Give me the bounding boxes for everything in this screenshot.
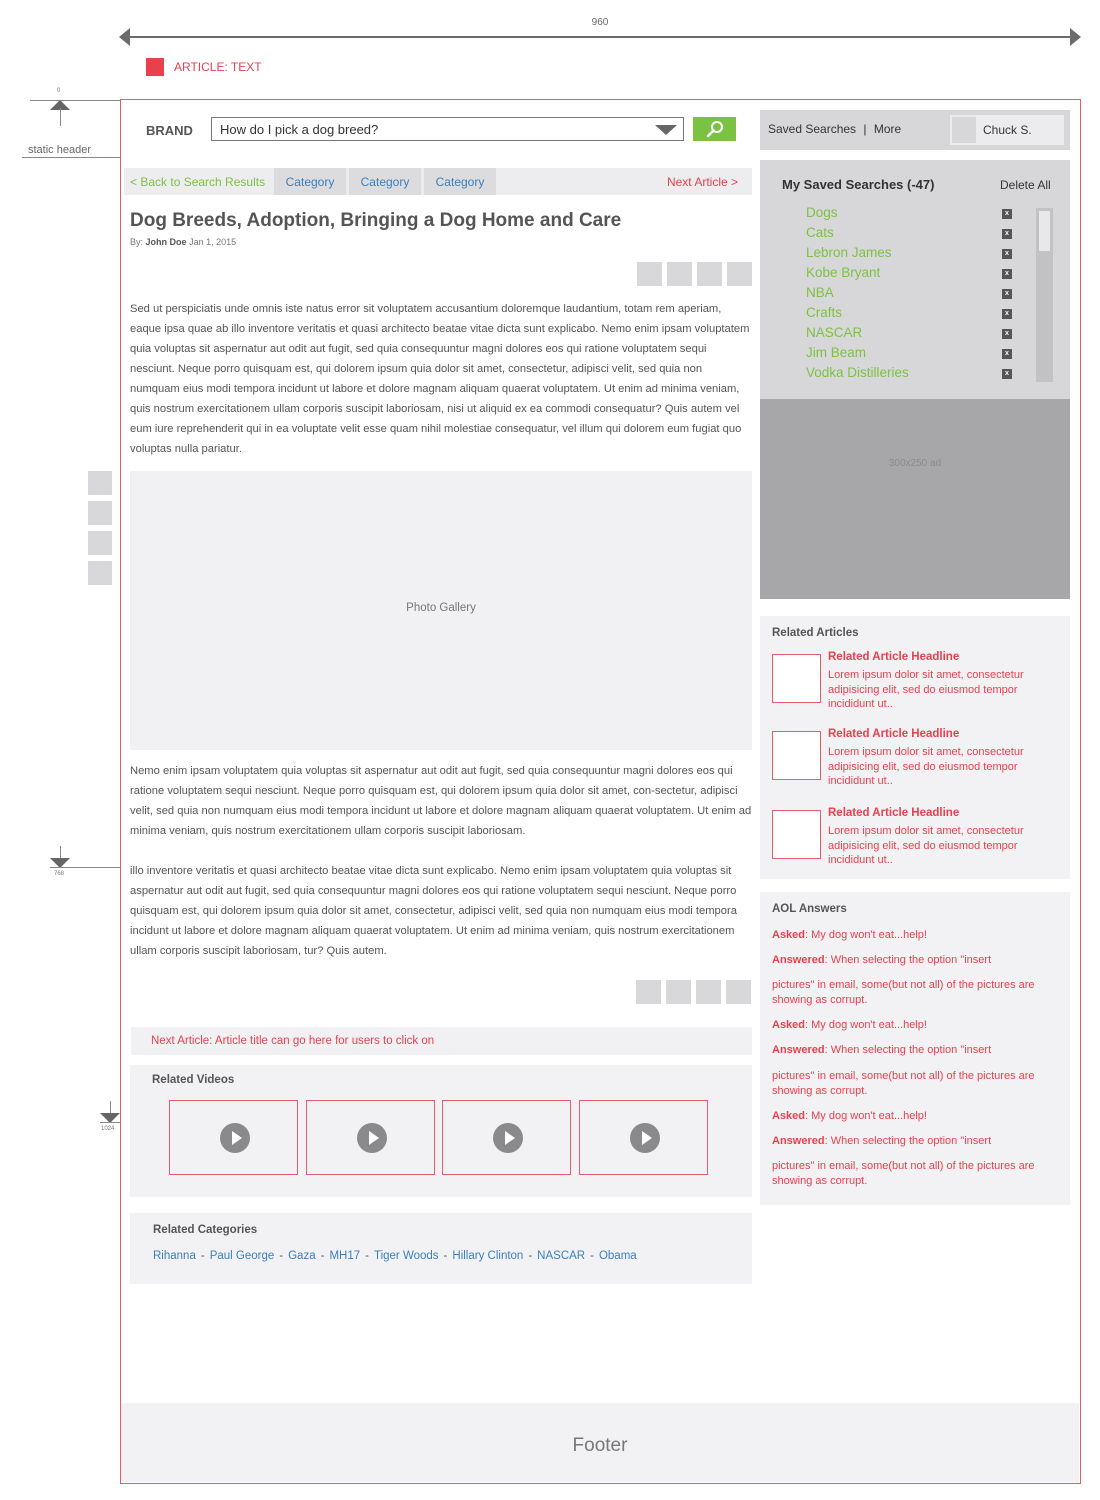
answer-text-part2: pictures" in email, some(but not all) of the pictures are showing as corrupt.	[772, 979, 1035, 1006]
marker-768-stem	[60, 846, 61, 858]
video-thumbnail[interactable]	[442, 1100, 571, 1175]
related-article-desc: Lorem ipsum dolor sit amet, consectetur adipisicing elit, sed do eiusmod tempor incididunt ut..	[828, 825, 1024, 866]
marker-1024-line	[100, 1122, 120, 1123]
asked-label: Asked	[772, 1110, 806, 1122]
share-button[interactable]	[666, 980, 691, 1004]
saved-searches-link[interactable]: Saved Searches	[768, 122, 857, 136]
search-input[interactable]	[211, 117, 684, 141]
width-arrow-right-icon	[1070, 28, 1081, 46]
question-text: : My dog won't eat...help!	[805, 929, 927, 941]
category-separator: -	[320, 1250, 325, 1262]
marker-0-line	[30, 100, 120, 101]
scrollbar-thumb[interactable]	[1039, 211, 1050, 251]
remove-search-icon[interactable]: x	[1002, 209, 1012, 219]
related-videos-title: Related Videos	[152, 1074, 235, 1086]
section-label: ARTICLE: TEXT	[174, 60, 262, 74]
side-share-button[interactable]	[88, 501, 112, 525]
aol-answers-title: AOL Answers	[772, 903, 847, 915]
answer-question[interactable]	[772, 1109, 1062, 1124]
saved-search-item[interactable]: Jim Beam	[806, 345, 867, 360]
related-article-headline[interactable]: Related Article Headline	[828, 807, 960, 819]
share-button[interactable]	[726, 980, 751, 1004]
category-separator: -	[528, 1250, 533, 1262]
side-share-button[interactable]	[88, 531, 112, 555]
saved-search-item[interactable]: Dogs	[806, 205, 838, 220]
asked-label: Asked	[772, 929, 806, 941]
remove-search-icon[interactable]: x	[1002, 269, 1012, 279]
saved-searches-title: My Saved Searches (-47)	[782, 177, 935, 192]
category-link[interactable]: NASCAR	[537, 1250, 586, 1262]
category-link[interactable]: Paul George	[209, 1250, 275, 1262]
category-separator: -	[590, 1250, 594, 1262]
avatar	[952, 117, 976, 143]
category-link[interactable]: Rihanna	[153, 1250, 196, 1262]
answer-text	[772, 1043, 1062, 1058]
side-share-button[interactable]	[88, 471, 112, 495]
related-article-desc: Lorem ipsum dolor sit amet, consectetur adipisicing elit, sed do eiusmod tempor incididunt ut..	[828, 746, 1024, 787]
saved-search-item[interactable]: Vodka Distilleries	[806, 365, 909, 380]
category-tab[interactable]: Category	[349, 168, 421, 195]
saved-search-item[interactable]: NASCAR	[806, 325, 863, 340]
next-article-banner[interactable]	[131, 1027, 752, 1055]
answered-label: Answered	[772, 954, 825, 966]
marker-0-label: 0	[57, 88, 61, 94]
answer-text-part2: pictures" in email, some(but not all) of the pictures are showing as corrupt.	[772, 1160, 1035, 1187]
related-article-headline[interactable]: Related Article Headline	[828, 651, 960, 663]
answer-text-part1: : When selecting the option "insert	[824, 1044, 992, 1056]
article-paragraph: illo inventore veritatis et quasi architecto beatae vitae dicta sunt explicabo. Nemo enim ipsam voluptatem quia voluptas sit aspernatur aut odit aut fugit, sed quia consequuntur magni dolores eos qui ratione voluptatem sequi nesciunt. Neque porro quisquam est, qui dolorem ipsum quia dolor sit amet, consectetur, adipisci velit, sed quia non numquam eius modi tempora incidunt ut labore et dolore magnam aliquam quaerat voluptatem. Ut enim ad minima veniam, quis nostrum exercitationem ullam corporis suscipit laboriosam, tur? Quis autem.	[130, 865, 737, 957]
marker-0-stem	[60, 108, 61, 126]
category-link[interactable]: MH17	[329, 1250, 361, 1262]
marker-768-line	[50, 867, 120, 868]
related-articles-title: Related Articles	[772, 627, 859, 639]
remove-search-icon[interactable]: x	[1002, 369, 1012, 379]
photo-gallery-label: Photo Gallery	[406, 602, 476, 614]
share-button[interactable]	[667, 262, 692, 286]
category-link[interactable]: Tiger Woods	[373, 1250, 439, 1262]
answer-text	[772, 1134, 1062, 1149]
remove-search-icon[interactable]: x	[1002, 229, 1012, 239]
remove-search-icon[interactable]: x	[1002, 249, 1012, 259]
byline-date: Jan 1, 2015	[189, 237, 237, 247]
related-categories-title: Related Categories	[153, 1224, 258, 1236]
category-separator: -	[200, 1250, 205, 1262]
next-article-link[interactable]: Next Article >	[666, 175, 738, 189]
static-header-line	[22, 157, 120, 158]
ad-slot[interactable]	[760, 399, 1070, 599]
ad-label: 300x250 ad	[888, 458, 942, 469]
asked-label: Asked	[772, 1019, 806, 1031]
play-icon	[220, 1123, 250, 1153]
related-article-thumbnail[interactable]	[772, 731, 821, 780]
remove-search-icon[interactable]: x	[1002, 349, 1012, 359]
saved-search-item[interactable]: Crafts	[806, 305, 843, 320]
question-text: : My dog won't eat...help!	[805, 1019, 927, 1031]
article-paragraph: Nemo enim ipsam voluptatem quia voluptas sit aspernatur aut odit aut fugit, sed quia consequuntur magni dolores eos qui ratione voluptatem sequi nesciunt. Neque porro quisquam est, qui dolorem ipsum quia dolor sit amet, con-sectetur, adipisci velit, sed quia non numquam eius modi tempora incidunt ut labore et dolore magnam aliquam quaerat voluptatem. Ut enim ad minima veniam, quis nostrum exercitationem ullam corporis suscipit laboriosam.	[130, 765, 752, 837]
saved-searches-panel	[760, 160, 1070, 399]
play-icon	[357, 1123, 387, 1153]
answered-label: Answered	[772, 1135, 825, 1147]
video-thumbnail[interactable]	[169, 1100, 298, 1175]
saved-searches-scrollbar[interactable]	[1036, 208, 1053, 382]
share-button[interactable]	[727, 262, 752, 286]
user-bar	[760, 110, 1070, 150]
category-separator: -	[443, 1250, 448, 1262]
search-button[interactable]	[693, 117, 736, 141]
byline-author[interactable]: John Doe	[145, 237, 187, 247]
category-separator: -	[279, 1250, 284, 1262]
category-link[interactable]: Hillary Clinton	[452, 1250, 524, 1262]
user-menu[interactable]	[950, 115, 1064, 145]
share-button[interactable]	[697, 262, 722, 286]
footer	[121, 1403, 1079, 1482]
play-icon	[493, 1123, 523, 1153]
user-links	[768, 122, 901, 136]
width-dimension-line	[128, 36, 1072, 38]
category-separator: -	[365, 1250, 369, 1262]
share-button[interactable]	[696, 980, 721, 1004]
play-icon	[630, 1123, 660, 1153]
article-paragraph: Sed ut perspiciatis unde omnis iste natus error sit voluptatem accusantium doloremque laudantium, totam rem aperiam, eaque ipsa quae ab illo inventore veritatis et quasi architecto beatae vitae dicta sunt explicabo. Nemo enim ipsam voluptatem quia voluptas sit aspernatur aut odit aut fugit, sed quia consequuntur magni dolores eos qui ratione voluptatem sequi nesciunt. Neque porro quisquam est, qui dolorem ipsum quia dolor sit amet, consectetur, adipisci velit, sed quia non numquam eius modi tempora incidunt ut labore et dolore magnam aliquam quaerat voluptatem. Ut enim ad minima veniam, quis nostrum exercitationem ullam corporis suscipit laboriosam, nisi ut aliquid ex ea commodi consequatur? Quis autem vel eum iure reprehenderit qui in ea voluptate velit esse quam nihil molestiae consequatur, vel illum qui dolorem eum fugiat quo voluptas nulla pariatur.	[130, 303, 750, 455]
section-color-swatch	[146, 58, 164, 76]
video-thumbnail[interactable]	[306, 1100, 435, 1175]
more-link[interactable]: More	[873, 122, 902, 136]
search-icon	[693, 117, 736, 141]
saved-search-item[interactable]: Kobe Bryant	[806, 265, 881, 280]
link-separator: |	[863, 122, 867, 136]
related-article-desc: Lorem ipsum dolor sit amet, consectetur adipisicing elit, sed do eiusmod tempor incididunt ut..	[828, 669, 1024, 710]
answer-question[interactable]	[772, 1018, 1062, 1033]
answered-label: Answered	[772, 1044, 825, 1056]
saved-search-item[interactable]: NBA	[806, 285, 834, 300]
related-categories-list	[153, 1250, 637, 1262]
user-name: Chuck S.	[983, 123, 1032, 137]
category-link[interactable]: Obama	[598, 1250, 637, 1262]
related-article-thumbnail[interactable]	[772, 654, 821, 703]
article-title: Dog Breeds, Adoption, Bringing a Dog Home and Care	[130, 210, 622, 231]
remove-search-icon[interactable]: x	[1002, 289, 1012, 299]
category-tab[interactable]: Category	[424, 168, 496, 195]
photo-gallery[interactable]	[130, 471, 752, 750]
answer-text-part2: pictures" in email, some(but not all) of the pictures are showing as corrupt.	[772, 1070, 1035, 1097]
related-article-headline[interactable]: Related Article Headline	[828, 728, 960, 740]
next-article-title: Next Article: Article title can go here for users to click on	[151, 1035, 435, 1047]
brand-logo[interactable]: BRAND	[146, 123, 193, 138]
answer-question[interactable]	[772, 928, 1062, 943]
related-article-thumbnail[interactable]	[772, 810, 821, 859]
search-input-value: How do I pick a dog breed?	[220, 122, 379, 137]
static-header-label: static header	[28, 144, 91, 156]
marker-768-label: 768	[54, 871, 65, 877]
answer-text-part1: : When selecting the option "insert	[824, 1135, 992, 1147]
category-link[interactable]: Gaza	[288, 1250, 316, 1262]
answer-text-part1: : When selecting the option "insert	[824, 954, 992, 966]
marker-1024-label: 1024	[101, 1126, 115, 1132]
video-thumbnail[interactable]	[579, 1100, 708, 1175]
question-text: : My dog won't eat...help!	[805, 1110, 927, 1122]
byline-prefix: By:	[130, 237, 144, 247]
back-to-results-link[interactable]: < Back to Search Results	[130, 175, 266, 189]
article-nav	[124, 168, 752, 195]
delete-all-button[interactable]: Delete All	[1000, 178, 1051, 192]
search-dropdown-icon[interactable]	[655, 125, 677, 135]
footer-label: Footer	[572, 1435, 628, 1456]
remove-search-icon[interactable]: x	[1002, 309, 1012, 319]
marker-1024-stem	[110, 1101, 111, 1113]
saved-search-item[interactable]: Cats	[806, 225, 834, 240]
article-byline	[130, 237, 236, 247]
category-tab[interactable]: Category	[274, 168, 346, 195]
remove-search-icon[interactable]: x	[1002, 329, 1012, 339]
share-button[interactable]	[636, 980, 661, 1004]
share-button[interactable]	[637, 262, 662, 286]
saved-search-item[interactable]: Lebron James	[806, 245, 892, 260]
width-label: 960	[591, 17, 609, 28]
side-share-button[interactable]	[88, 561, 112, 585]
answer-text	[772, 953, 1062, 968]
